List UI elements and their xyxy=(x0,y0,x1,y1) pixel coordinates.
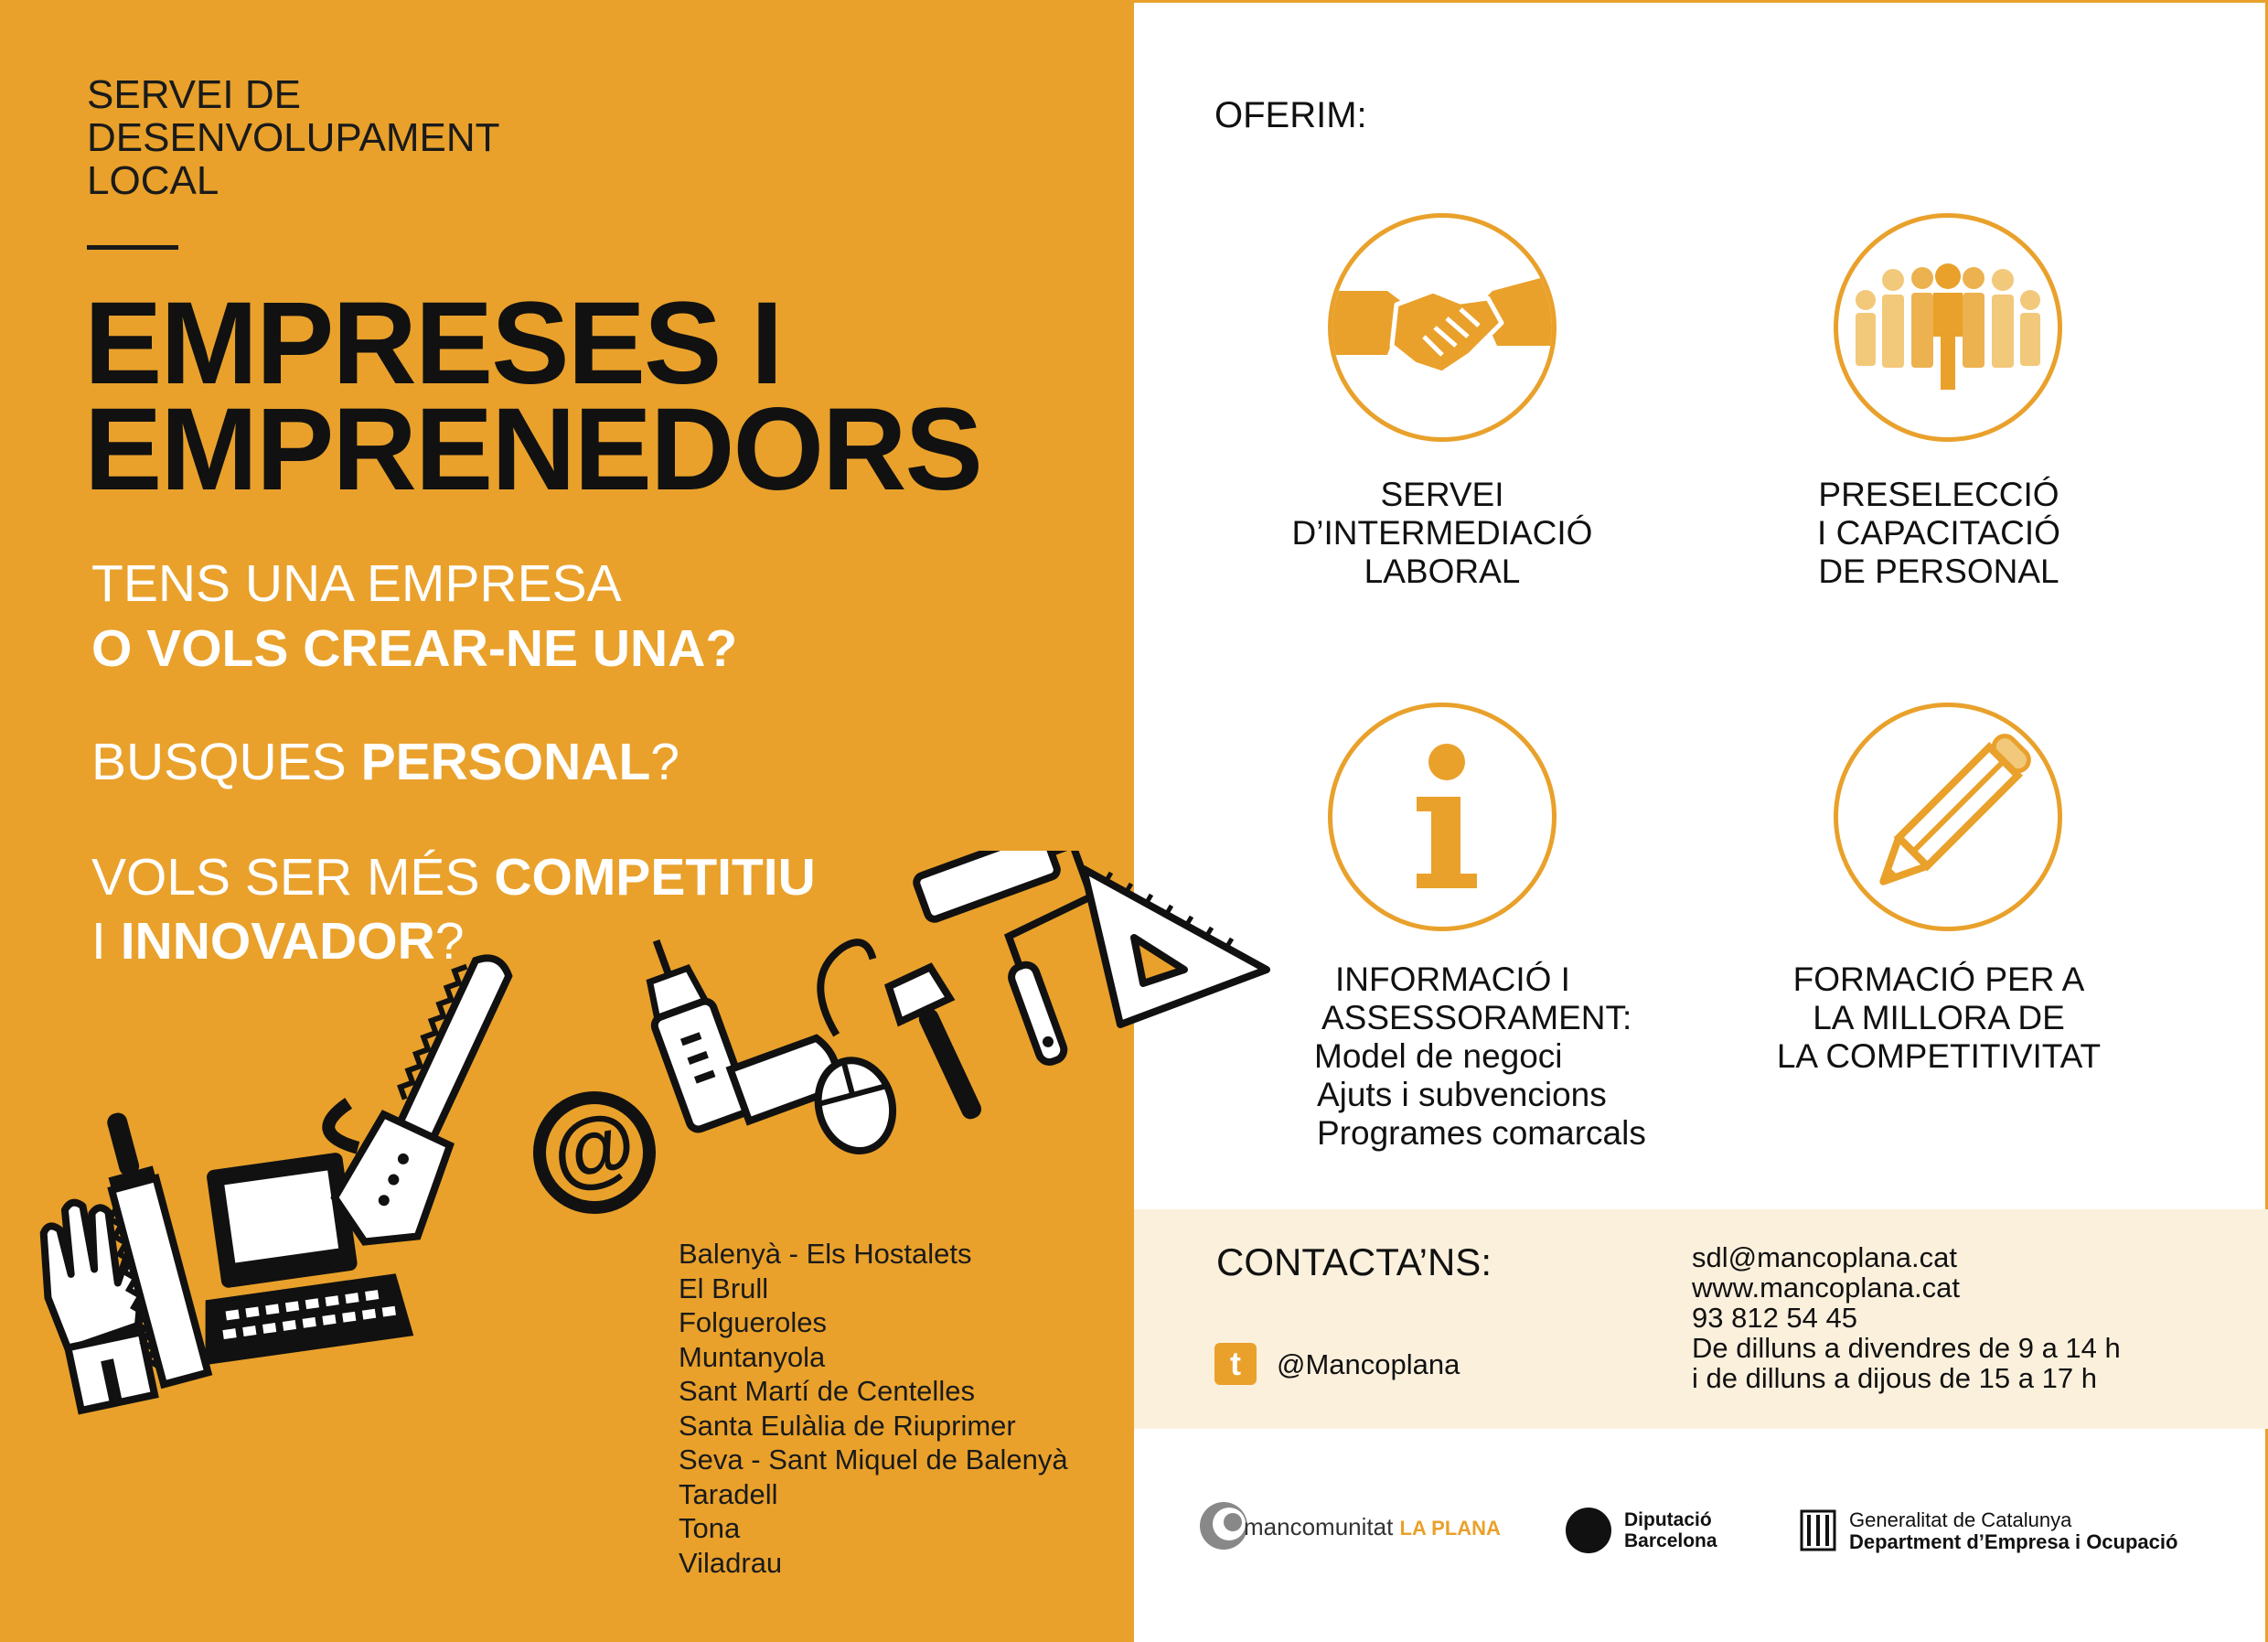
list-item: Santa Eulàlia de Riuprimer xyxy=(679,1409,1016,1442)
drill-icon xyxy=(627,897,844,1141)
offer-circle xyxy=(1328,213,1557,442)
offer-circle xyxy=(1834,703,2062,931)
question-1-line-1: TENS UNA EMPRESA xyxy=(91,554,622,613)
list-item: Muntanyola xyxy=(679,1340,826,1373)
headline: EMPRESES I EMPRENEDORS xyxy=(84,278,981,515)
contact-phone: 93 812 54 45 xyxy=(1692,1302,1858,1334)
generalitat-emblem-icon xyxy=(1800,1509,1836,1551)
bottle-opener-icon xyxy=(884,965,1000,1129)
mancomunitat-logo-icon xyxy=(1198,1500,1249,1551)
svg-text:@: @ xyxy=(545,1095,643,1202)
contact-title: CONTACTA’NS: xyxy=(1216,1240,1492,1283)
list-item: Balenyà - Els Hostalets xyxy=(679,1238,972,1270)
question-1-line-2: O VOLS CREAR-NE UNA? xyxy=(91,619,738,678)
diputacio-seal-icon xyxy=(1566,1508,1611,1553)
contact-website[interactable]: www.mancoplana.cat xyxy=(1692,1272,1960,1304)
question-2: BUSQUES PERSONAL? xyxy=(91,733,679,791)
offer-label: INFORMACIÓ I ASSESSORAMENT: Model de negoci Ajuts i subvencions Programes comarcals xyxy=(1314,961,1646,1152)
contact-details xyxy=(1692,1242,2121,1393)
offer-label: FORMACIÓ PER A LA MILLORA DE LA COMPETITIVITAT xyxy=(1776,961,2102,1075)
list-item: Viladrau xyxy=(679,1546,783,1579)
info-icon xyxy=(1332,707,1552,927)
question-3-line-2: I INNOVADOR? xyxy=(91,912,465,971)
people-group-icon xyxy=(1838,218,2058,437)
title-divider xyxy=(87,245,178,250)
offers-heading: OFERIM: xyxy=(1214,95,1367,135)
twitter-handle[interactable]: @Mancoplana xyxy=(1277,1348,1460,1380)
list-item: Taradell xyxy=(679,1477,778,1510)
service-title: SERVEI DE DESENVOLUPAMENT LOCAL xyxy=(87,72,500,203)
contact-hours: i de dilluns a dijous de 15 a 17 h xyxy=(1692,1362,2097,1394)
offer-label: PRESELECCIÓ I CAPACITACIÓ DE PERSONAL xyxy=(1817,476,2060,590)
list-item: Folgueroles xyxy=(679,1306,827,1338)
tool-icons xyxy=(0,848,1299,1418)
list-item: Tona xyxy=(679,1512,741,1544)
pencil-icon xyxy=(1838,707,2058,927)
contact-email[interactable]: sdl@mancoplana.cat xyxy=(1692,1241,1957,1273)
at-sign-icon xyxy=(530,1089,658,1216)
list-item: Sant Martí de Centelles xyxy=(679,1375,975,1407)
list-item: Seva - Sant Miquel de Balenyà xyxy=(679,1443,1068,1476)
twitter-icon[interactable]: t xyxy=(1214,1343,1257,1385)
question-3-line-1: VOLS SER MÉS COMPETITIU xyxy=(91,848,816,907)
set-square-icon xyxy=(1084,869,1267,1025)
list-item: El Brull xyxy=(679,1272,769,1304)
handshake-icon xyxy=(1332,218,1552,437)
contact-hours: De dilluns a divendres de 9 a 14 h xyxy=(1692,1332,2121,1364)
offer-circle xyxy=(1834,213,2062,442)
offer-circle xyxy=(1328,703,1557,931)
offer-label: SERVEI D’INTERMEDIACIÓ LABORAL xyxy=(1291,476,1593,590)
